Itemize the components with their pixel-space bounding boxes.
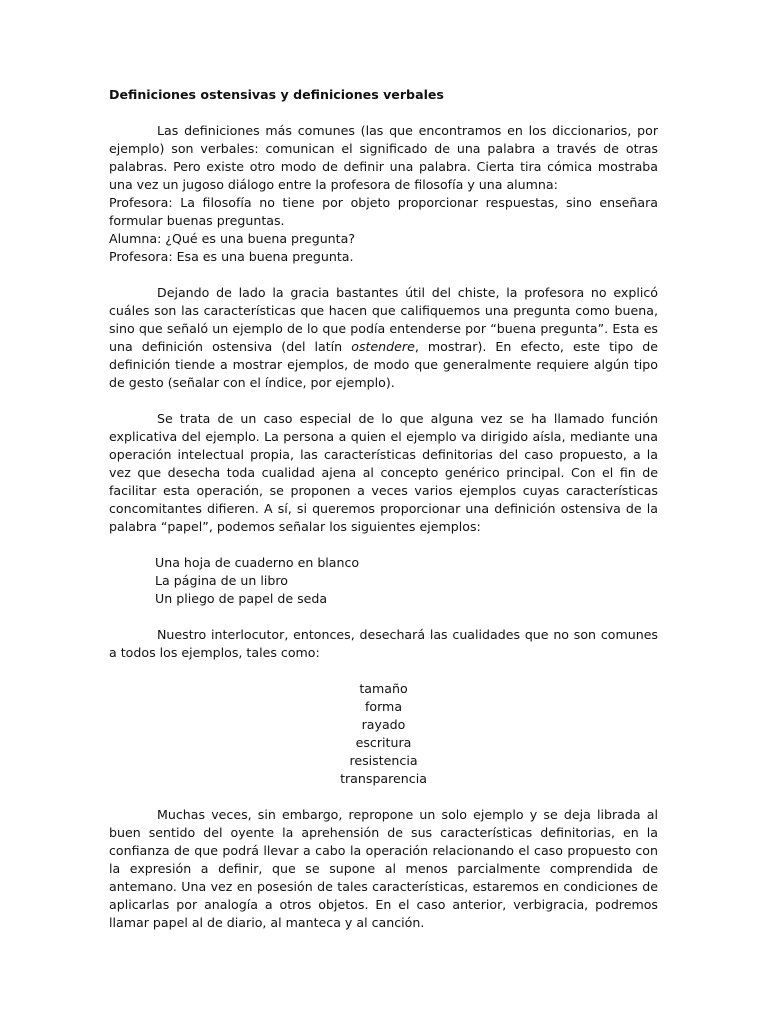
paragraph-explicative: Se trata de un caso especial de lo que alguna vez se ha llamado función explicativa del ejemplo. La persona a quien el ejemplo va dirigido aísla, mediante una operación intelectual propia, las características definitorias del caso propuesto, a la vez que desecha toda cualidad ajena al concepto genérico principal. Con el fin de facilitar esta operación, se proponen a veces varios ejemplos cuyas características concomitantes difieren. A sí, si queremos proporcionar una definición ostensiva de la palabra “papel”, podemos señalar los siguientes ejemplos:: [109, 411, 658, 534]
spacer: [109, 266, 658, 284]
paragraph-text: Dejando de lado la gracia bastantes útil del chiste, la profesora no explicó cuáles son las características que hacen que califiquemos una pregunta como buena, sino que señaló un ejemplo de lo que podía entenderse por “buena pregunta”. Esta es una definición ostensiva (del latín: [109, 285, 658, 354]
dialogue-line: Profesora: La filosofía no tiene por objeto proporcionar respuestas, sino enseñara formular buenas preguntas.: [109, 195, 658, 228]
spacer: [109, 536, 658, 554]
paragraph-conclusion: Muchas veces, sin embargo, repropone un solo ejemplo y se deja librada al buen sentido del oyente la aprehensión de sus características definitorias, en la confianza de que podrá llevar a cabo la operación relacionando el caso propuesto con la expresión a definir, que se supone al menos parcialmente comprendida de antemano. Una vez en posesión de tales características, estaremos en condiciones de aplicarlas por analogía a otros objetos. En el caso anterior, verbigracia, podremos llamar papel al de diario, al manteca y al canción.: [109, 807, 658, 930]
examples-list: [109, 554, 658, 608]
latin-term: ostendere: [351, 339, 415, 354]
dialogue-line: Profesora: Esa es una buena pregunta.: [109, 249, 354, 264]
list-item: rayado: [361, 717, 406, 732]
paragraph-ostensive: [109, 284, 658, 392]
spacer: [109, 392, 658, 410]
spacer: [109, 608, 658, 626]
paragraph-intro: Las definiciones más comunes (las que encontramos en los diccionarios, por ejemplo) son verbales: comunican el significado de una palabra a través de otras palabras. Pero existe otro modo de definir una palabra. Cierta tira cómica mostraba una vez un jugoso diálogo entre la profesora de filosofía y una alumna:: [109, 123, 658, 192]
spacer: [109, 662, 658, 680]
list-item: tamaño: [359, 681, 408, 696]
list-item: transparencia: [340, 771, 427, 786]
list-item: forma: [364, 699, 403, 714]
document-title: Definiciones ostensivas y definiciones verbales: [109, 87, 444, 102]
dialogue-line: Alumna: ¿Qué es una buena pregunta?: [109, 231, 356, 246]
document-body: [109, 86, 658, 932]
list-item: resistencia: [349, 753, 418, 768]
paragraph-text: , mostrar). En efecto, este tipo de definición tiende a mostrar ejemplos, de modo que generalmente requiere algún tipo de gesto (señalar con el índice, por ejemplo).: [109, 339, 659, 390]
list-item: escritura: [355, 735, 412, 750]
paragraph-interlocutor: Nuestro interlocutor, entonces, desechará las cualidades que no son comunes a todos los ejemplos, tales como:: [109, 627, 658, 660]
list-item: La página de un libro: [155, 573, 288, 588]
list-item: Una hoja de cuaderno en blanco: [155, 555, 360, 570]
spacer: [109, 104, 658, 122]
list-item: Un pliego de papel de seda: [155, 591, 328, 606]
qualities-list: [109, 680, 658, 788]
spacer: [109, 788, 658, 806]
